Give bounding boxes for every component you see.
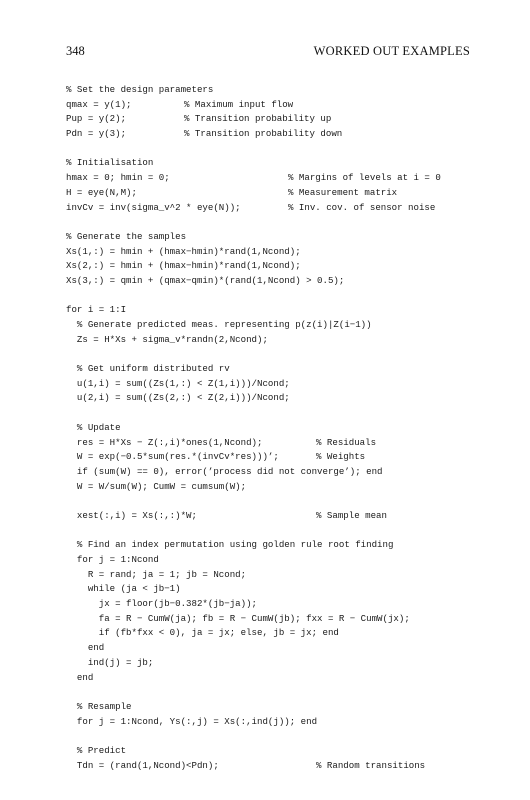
code-text: % Set the design parameters (66, 84, 214, 95)
code-line (66, 83, 476, 98)
code-comment: % Margins of levels at i = 0 (288, 172, 441, 184)
code-text: end (66, 671, 94, 683)
code-line (66, 303, 476, 318)
code-text: % Generate predicted meas. representing p(z(i)|Z(i−1)) (66, 319, 372, 330)
code-line (66, 230, 476, 245)
code-text: Pdn = y(3); (66, 128, 127, 140)
code-line (66, 391, 476, 406)
code-line (66, 377, 476, 392)
code-line (66, 245, 476, 260)
code-text: res = H*Xs − Z(:,i)*ones(1,Ncond); (66, 436, 263, 448)
code-line (66, 406, 476, 421)
code-line (66, 729, 476, 744)
code-text: Xs(2,:) = hmin + (hmax−hmin)*rand(1,Ncond); (66, 260, 301, 272)
code-line (66, 494, 476, 509)
code-line (66, 641, 476, 656)
code-line (66, 700, 476, 715)
code-line (66, 333, 476, 348)
code-line (66, 656, 476, 671)
code-text: % Find an index permutation using golden rule root finding (66, 539, 394, 551)
code-line (66, 450, 476, 465)
code-text: Pup = y(2); (66, 113, 127, 125)
code-text: ind(j) = jb; (66, 656, 154, 668)
code-line (66, 612, 476, 627)
code-line (66, 465, 476, 480)
code-line (66, 744, 476, 759)
code-line (66, 509, 476, 524)
code-text: jx = floor(jb−0.382*(jb−ja)); (66, 598, 257, 610)
code-line (66, 156, 476, 171)
code-text: if (fb*fxx < 0), ja = jx; else, jb = jx; end (66, 627, 339, 639)
code-text: % Get uniform distributed rv (66, 363, 230, 375)
code-comment: % Weights (316, 451, 366, 463)
code-text: xest(:,i) = Xs(:,:)*W; (66, 509, 197, 521)
code-line (66, 597, 476, 612)
code-line (66, 671, 476, 686)
code-comment: % Transition probability down (184, 128, 343, 140)
code-line (66, 215, 476, 230)
code-text: if (sum(W) == 0), error(’process did not converge’); end (66, 465, 383, 477)
code-text: Xs(3,:) = qmin + (qmax−qmin)*(rand(1,Ncond) > 0.5); (66, 274, 345, 286)
code-text: % Predict (66, 744, 127, 756)
code-text: u(1,i) = sum((Zs(1,:) < Z(1,i)))/Ncond; (66, 377, 290, 389)
code-text: W = W/sum(W); CumW = cumsum(W); (66, 480, 247, 492)
code-line (66, 553, 476, 568)
code-text: for j = 1:Ncond, Ys(:,j) = Xs(:,ind(j)); end (66, 715, 318, 727)
code-comment: % Maximum input flow (184, 98, 294, 110)
code-line (66, 362, 476, 377)
code-text: W = exp(−0.5*sum(res.*(invCv*res)))’; (66, 451, 279, 463)
code-text: % Update (66, 421, 121, 433)
code-text: % Generate the samples (66, 230, 187, 242)
code-line (66, 524, 476, 539)
code-comment: % Sample mean (316, 509, 387, 521)
code-text: u(2,i) = sum((Zs(2,:) < Z(2,i)))/Ncond; (66, 392, 290, 404)
code-line (66, 421, 476, 436)
code-line (66, 538, 476, 553)
page-number: 348 (66, 44, 85, 58)
code-line (66, 142, 476, 157)
code-text: Xs(1,:) = hmin + (hmax−hmin)*rand(1,Ncond); (66, 245, 301, 257)
page-header (66, 44, 470, 64)
code-text: while (ja < jb−1) (66, 583, 181, 595)
code-line (66, 436, 476, 451)
code-line (66, 186, 476, 201)
code-text: end (66, 642, 105, 654)
code-line (66, 127, 476, 142)
code-line (66, 759, 476, 774)
code-text: R = rand; ja = 1; jb = Ncond; (66, 568, 247, 580)
code-listing (66, 83, 476, 773)
code-line (66, 112, 476, 127)
code-line (66, 480, 476, 495)
code-line (66, 274, 476, 289)
code-text: hmax = 0; hmin = 0; (66, 172, 170, 184)
code-comment: % Residuals (316, 436, 377, 448)
chapter-title: WORKED OUT EXAMPLES (313, 44, 470, 58)
code-line (66, 98, 476, 113)
code-line (66, 201, 476, 216)
code-line (66, 568, 476, 583)
code-text: H = eye(N,M); (66, 186, 137, 198)
code-line (66, 289, 476, 304)
code-text: Tdn = (rand(1,Ncond)<Pdn); (66, 759, 219, 771)
code-comment: % Inv. cov. of sensor noise (288, 201, 436, 213)
code-line (66, 626, 476, 641)
code-line (66, 171, 476, 186)
code-text: % Initialisation (66, 157, 154, 169)
code-text: invCv = inv(sigma_v^2 * eye(N)); (66, 201, 241, 213)
code-line (66, 582, 476, 597)
code-comment: % Random transitions (316, 759, 426, 771)
code-line (66, 347, 476, 362)
code-text: Zs = H*Xs + sigma_v*randn(2,Ncond); (66, 333, 268, 345)
code-line (66, 318, 476, 333)
code-text: fa = R − CumW(ja); fb = R − CumW(jb); fxx = R − CumW(jx); (66, 612, 410, 624)
code-text: for j = 1:Ncond (66, 554, 159, 565)
code-line (66, 715, 476, 730)
code-text: % Resample (66, 700, 132, 712)
code-text: qmax = y(1); (66, 98, 132, 110)
code-line (66, 259, 476, 274)
code-text: for i = 1:I (66, 304, 127, 316)
code-line (66, 685, 476, 700)
code-comment: % Measurement matrix (288, 186, 398, 198)
code-comment: % Transition probability up (184, 113, 332, 125)
